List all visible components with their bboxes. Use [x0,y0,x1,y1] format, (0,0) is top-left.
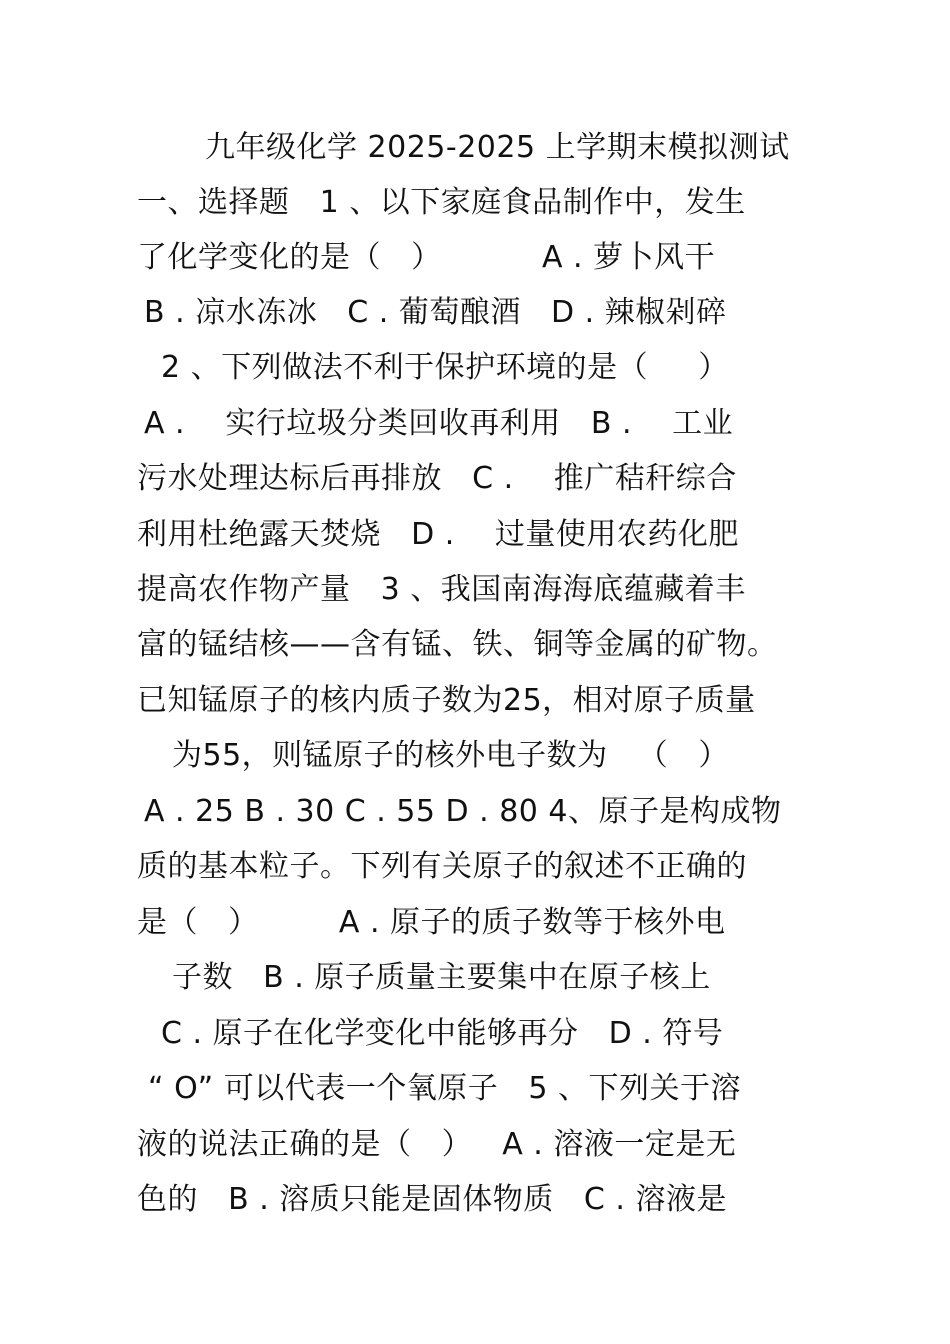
text-line: A . 实行垃圾分类回收再利用 B . 工业 [144,406,734,441]
text-line: 利用杜绝露天焚烧 D . 过量使用农药化肥 [137,517,739,552]
text-line: 了化学变化的是（ ） A . 萝卜风干 [137,240,716,275]
text-line: 色的 B . 溶质只能是固体物质 C . 溶液是 [137,1182,727,1217]
text-line: 质的基本粒子。下列有关原子的叙述不正确的 [137,849,747,884]
text-line: “ O” 可以代表一个氧原子 5 、下列关于溶 [148,1071,741,1106]
text-line: C . 原子在化学变化中能够再分 D . 符号 [161,1016,724,1051]
text-line: 一、选择题 1 、以下家庭食品制作中，发生 [137,185,746,220]
text-line: 富的锰结核——含有锰、铁、铜等金属的矿物。 [137,627,778,662]
text-line: 已知锰原子的核内质子数为25，相对原子质量 [137,683,756,718]
text-line: 为55，则锰原子的核外电子数为 （ ） [172,738,729,773]
doc-title: 九年级化学 2025-2025 上学期末模拟测试 [205,130,790,165]
text-line: 2 、下列做法不利于保护环境的是（ ） [161,350,729,385]
text-line: 是（ ） A . 原子的质子数等于核外电 [137,905,726,940]
text-line: 液的说法正确的是（ ） A . 溶液一定是无 [137,1127,737,1162]
text-line: 子数 B . 原子质量主要集中在原子核上 [172,960,711,995]
text-line: 污水处理达标后再排放 C . 推广秸秆综合 [137,461,737,496]
text-line: 提高农作物产量 3 、我国南海海底蕴藏着丰 [137,572,746,607]
text-line: B . 凉水冻冰 C . 葡萄酿酒 D . 辣椒剁碎 [144,295,727,330]
text-line: A . 25 B . 30 C . 55 D . 80 4、原子是构成物 [144,794,782,829]
